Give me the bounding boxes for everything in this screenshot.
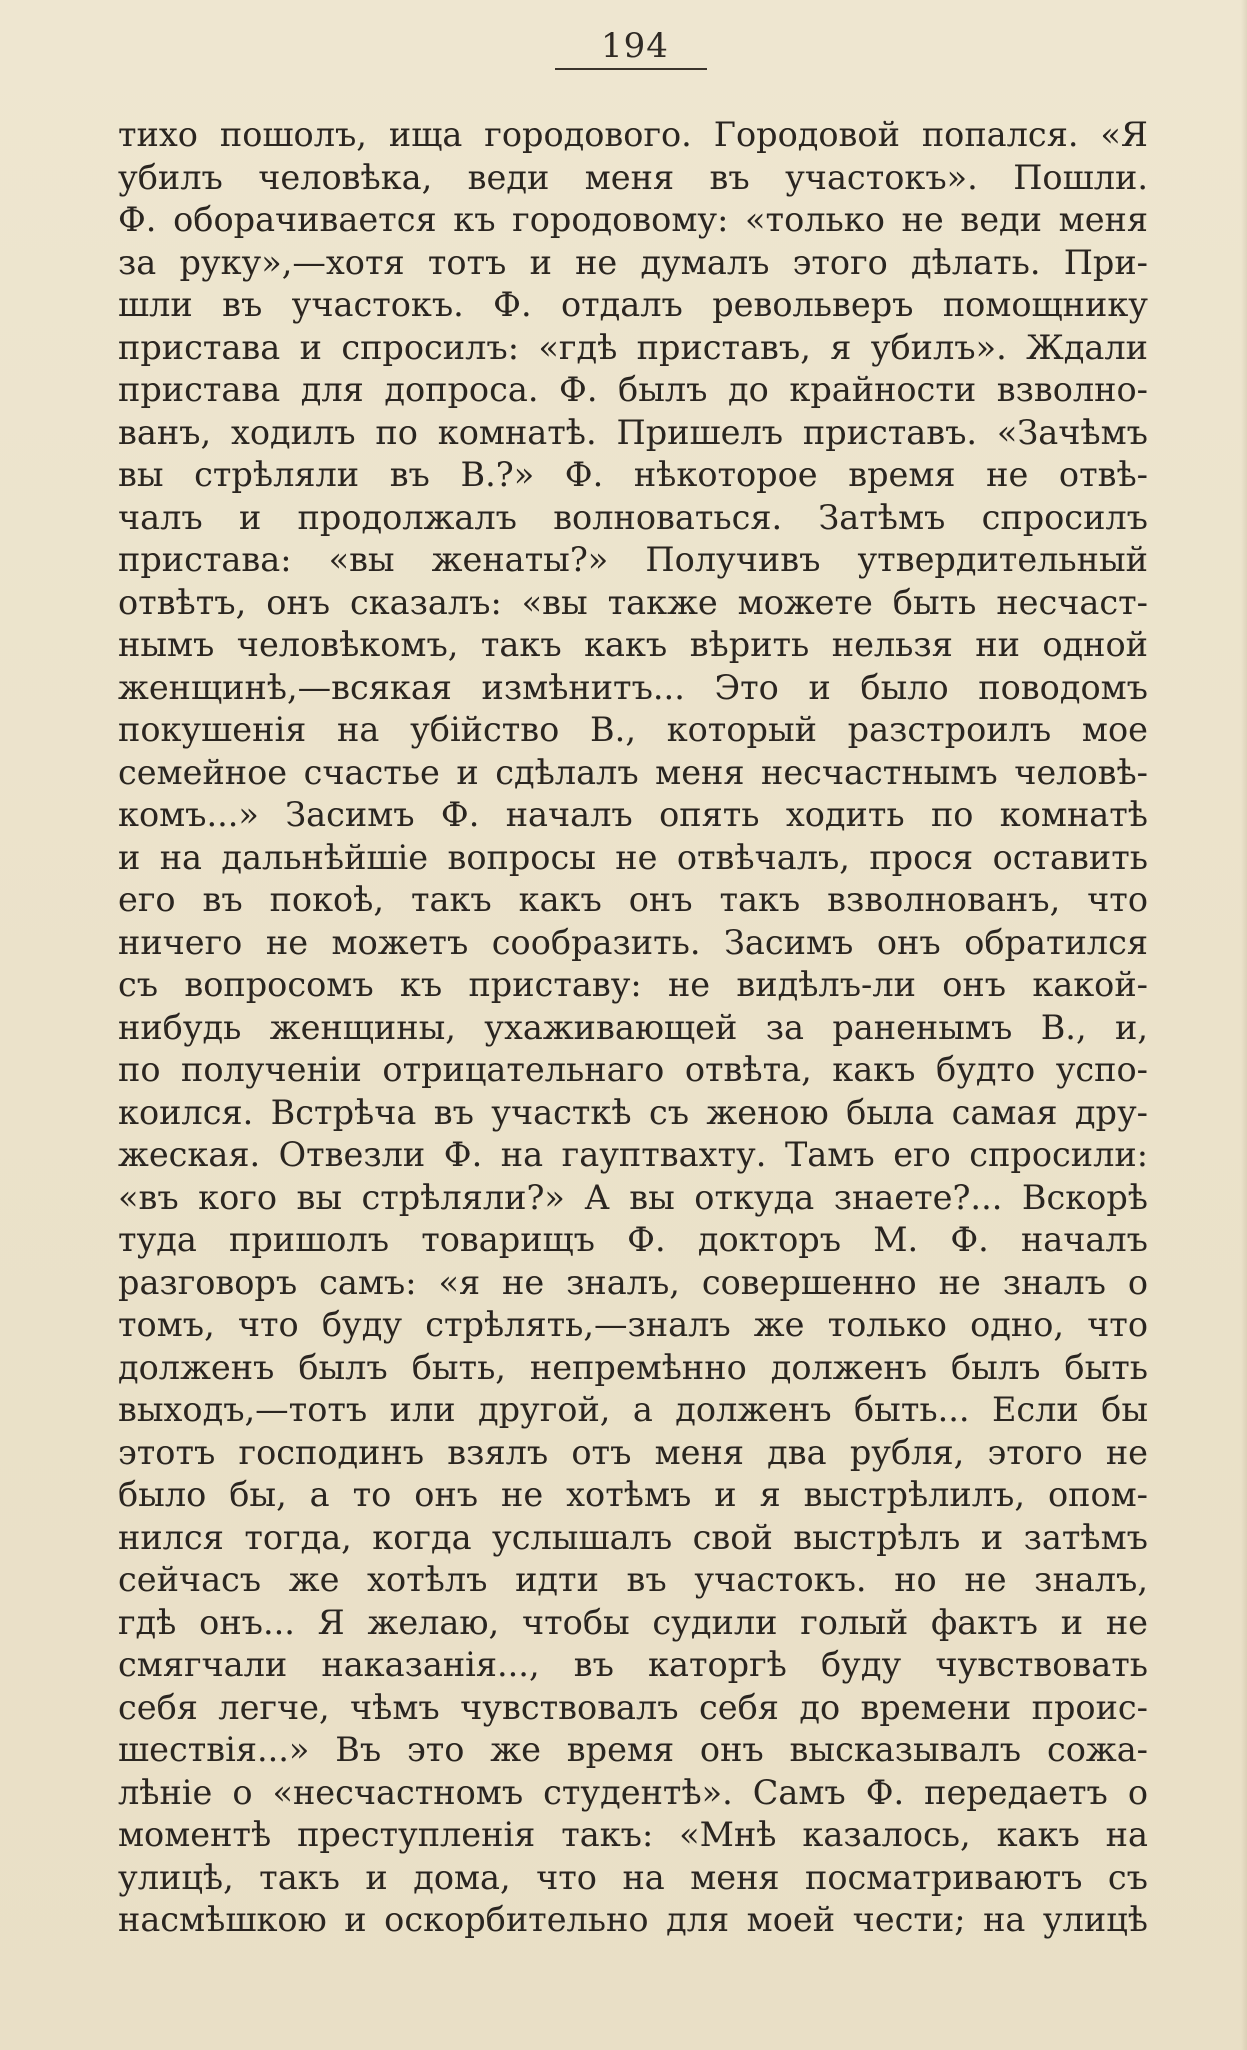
text-line: улицѣ, такъ и дома, что на меня посматриваютъ съ (118, 1857, 1148, 1897)
text-line: отвѣтъ, онъ сказалъ: «вы также можете быть несчаст- (118, 582, 1148, 622)
text-line: нился тогда, когда услышалъ свой выстрѣлъ и затѣмъ (118, 1517, 1148, 1557)
text-line: его въ покоѣ, такъ какъ онъ такъ взволнованъ, что (118, 880, 1148, 919)
text-line: этотъ господинъ взялъ отъ меня два рубля, этого не (118, 1432, 1148, 1472)
text-line: себя легче, чѣмъ чувствовалъ себя до времени проис- (118, 1687, 1148, 1727)
text-line: коился. Встрѣча въ участкѣ съ женою была самая дру- (118, 1092, 1148, 1132)
text-line: «въ кого вы стрѣляли?» А вы откуда знаете?... Вскорѣ (118, 1177, 1148, 1217)
text-line: смягчали наказанія..., въ каторгѣ буду чувствовать (118, 1645, 1148, 1684)
text-line: шествія...» Въ это же время онъ высказывалъ сожа- (118, 1730, 1148, 1769)
text-line: нибудь женщины, ухаживающей за раненымъ В., и, (118, 1007, 1148, 1047)
text-line: пристава и спросилъ: «гдѣ приставъ, я убилъ». Ждали (118, 327, 1148, 367)
text-line: шли въ участокъ. Ф. отдалъ револьверъ помощнику (118, 285, 1148, 324)
text-line: насмѣшкою и оскорбительно для моей чести; на улицѣ (118, 1900, 1148, 1939)
text-line: женщинѣ,—всякая измѣнитъ... Это и было поводомъ (118, 667, 1148, 707)
text-line: томъ, что буду стрѣлять,—зналъ же только одно, что (118, 1305, 1148, 1344)
page-number-rule (555, 68, 707, 70)
text-line: туда пришолъ товарищъ Ф. докторъ М. Ф. началъ (118, 1220, 1148, 1259)
text-line: Ф. оборачивается къ городовому: «только не веди меня (118, 200, 1148, 239)
text-line: выходъ,—тотъ или другой, а долженъ быть... Если бы (118, 1390, 1148, 1429)
text-line: жеская. Отвезли Ф. на гауптвахту. Тамъ его спросили: (118, 1135, 1148, 1174)
text-line: долженъ былъ быть, непремѣнно долженъ былъ быть (118, 1347, 1148, 1387)
text-line: вы стрѣляли въ В.?» Ф. нѣкоторое время не отвѣ- (118, 455, 1148, 494)
text-line: ванъ, ходилъ по комнатѣ. Пришелъ приставъ. «Зачѣмъ (118, 412, 1148, 452)
page-number: 194 (601, 26, 669, 66)
text-line: сейчасъ же хотѣлъ идти въ участокъ. но не зналъ, (118, 1560, 1148, 1599)
text-line: гдѣ онъ... Я желаю, чтобы судили голый фактъ и не (118, 1602, 1148, 1642)
text-line: лѣніе о «несчастномъ студентѣ». Самъ Ф. передаетъ о (118, 1772, 1148, 1812)
text-line: моментѣ преступленія такъ: «Мнѣ казалось, какъ на (118, 1815, 1148, 1854)
text-line: тихо пошолъ, ища городового. Городовой попался. «Я (118, 115, 1148, 154)
text-line: за руку»,—хотя тотъ и не думалъ этого дѣлать. При- (118, 242, 1148, 282)
body-text (118, 114, 1148, 1942)
text-line: убилъ человѣка, веди меня въ участокъ». Пошли. (118, 157, 1148, 197)
text-line: чалъ и продолжалъ волноваться. Затѣмъ спросилъ (118, 497, 1148, 537)
text-line: пристава для допроса. Ф. былъ до крайности взволно- (118, 370, 1148, 409)
text-line: съ вопросомъ къ приставу: не видѣлъ-ли онъ какой- (118, 965, 1148, 1004)
text-line: ничего не можетъ сообразить. Засимъ онъ обратился (118, 922, 1148, 962)
text-line: покушенія на убійство В., который разстроилъ мое (118, 710, 1148, 749)
text-line: было бы, а то онъ не хотѣмъ и я выстрѣлилъ, опом- (118, 1475, 1148, 1514)
text-line: комъ...» Засимъ Ф. началъ опять ходить по комнатѣ (118, 795, 1148, 834)
page-edge-shadow (1241, 0, 1247, 2050)
text-line: по полученіи отрицательнаго отвѣта, какъ будто успо- (118, 1050, 1148, 1089)
text-line: нымъ человѣкомъ, такъ какъ вѣрить нельзя ни одной (118, 625, 1148, 664)
text-line: семейное счастье и сдѣлалъ меня несчастнымъ человѣ- (118, 752, 1148, 792)
text-line: разговоръ самъ: «я не зналъ, совершенно не зналъ о (118, 1262, 1148, 1302)
text-line: пристава: «вы женаты?» Получивъ утвердительный (118, 540, 1148, 579)
text-line: и на дальнѣйшіе вопросы не отвѣчалъ, прося оставить (118, 837, 1148, 877)
